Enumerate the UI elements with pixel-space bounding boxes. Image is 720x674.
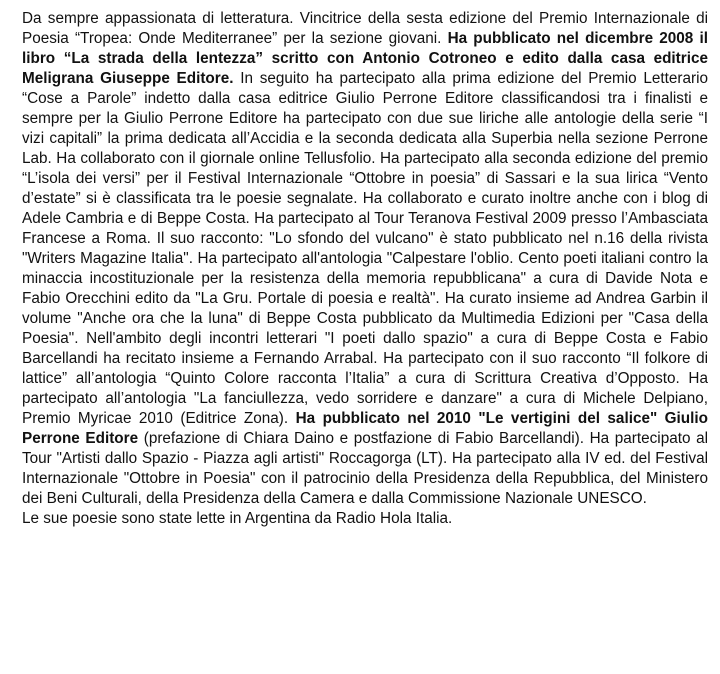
radio-text: Le sue poesie sono state lette in Argentina da Radio Hola Italia. [22,510,453,527]
bio-text-3: (prefazione di Chiara Daino e postfazione di Fabio Barcellandi). Ha partecipato al Tour "Artisti dallo Spazio - Piazza agli artisti" Roccagorga (LT). Ha partecipato alla IV ed. del Festival Internazionale "Ottobre in Poesia" con il patrocinio della Presidenza della Repubblica, del Ministero dei Beni Culturali, della Presidenza della Camera e dalla Commissione Nazionale UNESCO. [22,430,708,507]
bio-text-1: Da sempre appassionata di letteratura. Vincitrice della sesta edizione del Premio Internazionale di Poesia “Tropea: Onde Mediterranee” per la sezione giovani. [22,10,708,47]
bio-bold-book-2010: Ha pubblicato nel 2010 "Le vertigini del salice" Giulio Perrone Editore [22,410,708,447]
biography-paragraph [22,9,708,509]
bio-text-2: In seguito ha partecipato alla prima edizione del Premio Letterario “Cose a Parole” indetto dalla casa editrice Giulio Perrone Editore classificandosi tra i finalisti e sempre per la Giulio Perrone Editore ha partecipato con due sue liriche alle antologie della serie “I vizi capitali” la prima dedicata all’Accidia e la seconda dedicata alla Superbia nella sezione Perrone Lab. Ha collaborato con il giornale online Tellusfolio. Ha partecipato alla seconda edizione del premio “L’isola dei versi” per il Festival Internazionale “Ottobre in poesia” di Sassari e la sua lirica “Vento d’estate” si è classificata tra le poesie segnalate. Ha collaborato e curato inoltre anche con i blog di Adele Cambria e di Beppe Costa. Ha partecipato al Tour Teranova Festival 2009 presso l’Ambasciata Francese a Roma. Il suo racconto: "Lo sfondo del vulcano" è stato pubblicato nel n.16 della rivista "Writers Magazine Italia". Ha partecipato all'antologia "Calpestare l'oblio. Cento poeti italiani contro la minaccia incostituzionale per la resistenza della memoria repubblicana" a cura di Davide Nota e Fabio Orecchini edito da "La Gru. Portale di poesia e realtà". Ha curato insieme ad Andrea Garbin il volume "Anche ora che la luna" di Beppe Costa pubblicato da Multimedia Edizioni per "Casa della Poesia". Nell'ambito degli incontri letterari "I poeti dallo spazio" a cura di Beppe Costa e Fabio Barcellandi ha recitato insieme a Fernando Arrabal. Ha partecipato con il suo racconto “Il folkore di lattice” all’antologia “Quinto Colore racconta l’Italia” a cura di Scrittura Creativa d’Opposto. Ha partecipato all’antologia "La fanciullezza, vedo sorridere e danzare" a cura di Michele Delpiano, Premio Myricae 2010 (Editrice Zona). [22,70,708,427]
biography-document [22,9,708,529]
bio-bold-book-2008: Ha pubblicato nel dicembre 2008 il libro “La strada della lentezza” scritto con Antonio Cotroneo e edito dalla casa editrice Meligrana Giuseppe Editore. [22,30,708,87]
radio-paragraph [22,509,708,529]
